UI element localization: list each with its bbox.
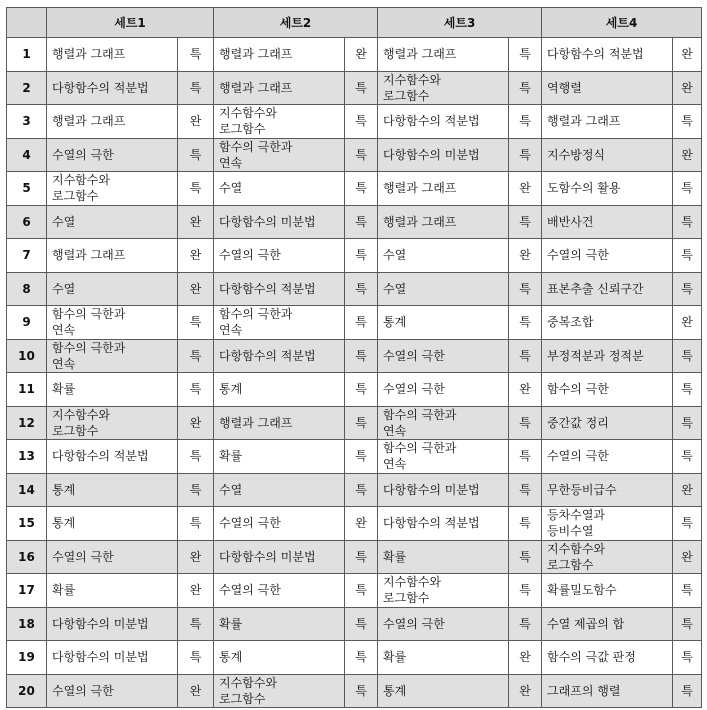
topic-cell-set1: 다항함수의 미분법	[47, 607, 178, 641]
table-row	[7, 507, 702, 541]
topic-cell-set1: 다항함수의 적분법	[47, 71, 178, 105]
mark-cell-set4: 완	[673, 473, 702, 507]
row-number: 10	[7, 339, 47, 373]
row-number: 18	[7, 607, 47, 641]
topic-cell-set3: 다항함수의 미분법	[378, 138, 509, 172]
topic-cell-set4: 중간값 정리	[542, 406, 673, 440]
mark-cell-set1: 특	[178, 373, 214, 407]
mark-cell-set1: 완	[178, 574, 214, 608]
mark-cell-set1: 특	[178, 172, 214, 206]
topic-cell-set4: 등차수열과 등비수열	[542, 507, 673, 541]
mark-cell-set2: 특	[345, 473, 378, 507]
table-row	[7, 38, 702, 72]
topic-cell-set2: 다항함수의 적분법	[214, 339, 345, 373]
row-number: 1	[7, 38, 47, 72]
topic-cell-set1: 확률	[47, 373, 178, 407]
topic-cell-set4: 수열 제곱의 합	[542, 607, 673, 641]
topic-cell-set4: 역행렬	[542, 71, 673, 105]
mark-cell-set3: 특	[509, 440, 542, 474]
mark-cell-set3: 특	[509, 507, 542, 541]
mark-cell-set1: 특	[178, 607, 214, 641]
row-number: 11	[7, 373, 47, 407]
mark-cell-set1: 완	[178, 105, 214, 139]
mark-cell-set3: 완	[509, 674, 542, 708]
topic-cell-set1: 확률	[47, 574, 178, 608]
topic-cell-set3: 확률	[378, 540, 509, 574]
topic-cell-set3: 함수의 극한과 연속	[378, 406, 509, 440]
table-row	[7, 373, 702, 407]
header-set3: 세트3	[378, 8, 542, 38]
mark-cell-set1: 특	[178, 339, 214, 373]
mark-cell-set2: 특	[345, 540, 378, 574]
sets-table	[6, 7, 702, 708]
table-row	[7, 540, 702, 574]
row-number: 20	[7, 674, 47, 708]
mark-cell-set2: 특	[345, 138, 378, 172]
topic-cell-set3: 수열의 극한	[378, 607, 509, 641]
table-row	[7, 473, 702, 507]
table-row	[7, 306, 702, 340]
topic-cell-set1: 수열의 극한	[47, 138, 178, 172]
mark-cell-set2: 특	[345, 205, 378, 239]
mark-cell-set2: 특	[345, 272, 378, 306]
mark-cell-set3: 특	[509, 339, 542, 373]
topic-cell-set2: 행렬과 그래프	[214, 71, 345, 105]
topic-cell-set3: 수열	[378, 239, 509, 273]
mark-cell-set4: 특	[673, 406, 702, 440]
mark-cell-set3: 특	[509, 205, 542, 239]
topic-cell-set3: 지수함수와 로그함수	[378, 71, 509, 105]
mark-cell-set4: 특	[673, 507, 702, 541]
mark-cell-set3: 특	[509, 540, 542, 574]
table-row	[7, 440, 702, 474]
mark-cell-set1: 특	[178, 440, 214, 474]
topic-cell-set1: 수열의 극한	[47, 540, 178, 574]
topic-cell-set4: 도함수의 활용	[542, 172, 673, 206]
row-number: 6	[7, 205, 47, 239]
mark-cell-set2: 특	[345, 105, 378, 139]
topic-cell-set2: 수열의 극한	[214, 574, 345, 608]
mark-cell-set2: 특	[345, 607, 378, 641]
topic-cell-set4: 지수함수와 로그함수	[542, 540, 673, 574]
topic-cell-set2: 확률	[214, 607, 345, 641]
mark-cell-set2: 특	[345, 172, 378, 206]
topic-cell-set2: 행렬과 그래프	[214, 38, 345, 72]
table-body	[7, 38, 702, 708]
table-row	[7, 138, 702, 172]
row-number: 14	[7, 473, 47, 507]
table-row	[7, 339, 702, 373]
mark-cell-set4: 특	[673, 574, 702, 608]
table-row	[7, 272, 702, 306]
topic-cell-set2: 통계	[214, 641, 345, 675]
topic-cell-set4: 무한등비급수	[542, 473, 673, 507]
topic-cell-set1: 함수의 극한과 연속	[47, 306, 178, 340]
mark-cell-set4: 완	[673, 540, 702, 574]
mark-cell-set2: 특	[345, 339, 378, 373]
mark-cell-set1: 완	[178, 239, 214, 273]
mark-cell-set4: 완	[673, 306, 702, 340]
table-row	[7, 172, 702, 206]
mark-cell-set3: 특	[509, 306, 542, 340]
mark-cell-set4: 특	[673, 272, 702, 306]
topic-cell-set3: 다항함수의 적분법	[378, 105, 509, 139]
row-number: 2	[7, 71, 47, 105]
mark-cell-set3: 특	[509, 38, 542, 72]
mark-cell-set3: 특	[509, 406, 542, 440]
row-number: 13	[7, 440, 47, 474]
mark-cell-set2: 특	[345, 406, 378, 440]
mark-cell-set4: 완	[673, 38, 702, 72]
row-number: 15	[7, 507, 47, 541]
topic-cell-set1: 행렬과 그래프	[47, 239, 178, 273]
topic-cell-set4: 행렬과 그래프	[542, 105, 673, 139]
topic-cell-set2: 통계	[214, 373, 345, 407]
row-number: 4	[7, 138, 47, 172]
topic-cell-set3: 확률	[378, 641, 509, 675]
mark-cell-set2: 특	[345, 239, 378, 273]
topic-cell-set1: 지수함수와 로그함수	[47, 172, 178, 206]
row-number: 12	[7, 406, 47, 440]
mark-cell-set3: 특	[509, 138, 542, 172]
table-row	[7, 406, 702, 440]
table-row	[7, 674, 702, 708]
mark-cell-set1: 특	[178, 641, 214, 675]
mark-cell-set2: 특	[345, 440, 378, 474]
mark-cell-set3: 완	[509, 239, 542, 273]
topic-cell-set3: 수열의 극한	[378, 373, 509, 407]
topic-cell-set1: 수열의 극한	[47, 674, 178, 708]
mark-cell-set1: 완	[178, 272, 214, 306]
row-number: 8	[7, 272, 47, 306]
topic-cell-set3: 다항함수의 미분법	[378, 473, 509, 507]
topic-cell-set1: 함수의 극한과 연속	[47, 339, 178, 373]
mark-cell-set2: 특	[345, 674, 378, 708]
row-number: 9	[7, 306, 47, 340]
table-row	[7, 641, 702, 675]
mark-cell-set2: 특	[345, 574, 378, 608]
topic-cell-set4: 배반사건	[542, 205, 673, 239]
table-row	[7, 574, 702, 608]
topic-cell-set1: 다항함수의 미분법	[47, 641, 178, 675]
topic-cell-set4: 지수방정식	[542, 138, 673, 172]
mark-cell-set4: 특	[673, 339, 702, 373]
topic-cell-set3: 수열	[378, 272, 509, 306]
header-set2: 세트2	[214, 8, 378, 38]
mark-cell-set3: 특	[509, 105, 542, 139]
topic-cell-set1: 다항함수의 적분법	[47, 440, 178, 474]
topic-cell-set1: 수열	[47, 272, 178, 306]
mark-cell-set1: 특	[178, 138, 214, 172]
row-number: 3	[7, 105, 47, 139]
mark-cell-set4: 특	[673, 674, 702, 708]
topic-cell-set1: 행렬과 그래프	[47, 38, 178, 72]
topic-cell-set4: 그래프의 행렬	[542, 674, 673, 708]
table-row	[7, 205, 702, 239]
topic-cell-set4: 표본추출 신뢰구간	[542, 272, 673, 306]
mark-cell-set4: 특	[673, 373, 702, 407]
row-number: 16	[7, 540, 47, 574]
row-number: 17	[7, 574, 47, 608]
mark-cell-set4: 특	[673, 607, 702, 641]
topic-cell-set2: 다항함수의 미분법	[214, 205, 345, 239]
mark-cell-set3: 특	[509, 607, 542, 641]
mark-cell-set4: 특	[673, 105, 702, 139]
mark-cell-set1: 특	[178, 473, 214, 507]
mark-cell-set2: 특	[345, 641, 378, 675]
topic-cell-set3: 지수함수와 로그함수	[378, 574, 509, 608]
topic-cell-set2: 수열의 극한	[214, 239, 345, 273]
mark-cell-set4: 특	[673, 172, 702, 206]
mark-cell-set3: 완	[509, 172, 542, 206]
mark-cell-set3: 완	[509, 641, 542, 675]
topic-cell-set3: 통계	[378, 674, 509, 708]
topic-cell-set3: 함수의 극한과 연속	[378, 440, 509, 474]
table-row	[7, 105, 702, 139]
topic-cell-set1: 행렬과 그래프	[47, 105, 178, 139]
mark-cell-set3: 완	[509, 373, 542, 407]
mark-cell-set4: 특	[673, 641, 702, 675]
mark-cell-set1: 완	[178, 540, 214, 574]
topic-cell-set4: 다항함수의 적분법	[542, 38, 673, 72]
header-set1: 세트1	[47, 8, 214, 38]
topic-cell-set2: 확률	[214, 440, 345, 474]
topic-cell-set4: 수열의 극한	[542, 239, 673, 273]
topic-cell-set2: 다항함수의 미분법	[214, 540, 345, 574]
mark-cell-set1: 특	[178, 507, 214, 541]
topic-cell-set2: 수열의 극한	[214, 507, 345, 541]
topic-cell-set3: 통계	[378, 306, 509, 340]
mark-cell-set1: 완	[178, 205, 214, 239]
mark-cell-set2: 특	[345, 306, 378, 340]
topic-cell-set2: 지수함수와 로그함수	[214, 105, 345, 139]
topic-cell-set3: 다항함수의 적분법	[378, 507, 509, 541]
header-set4: 세트4	[542, 8, 702, 38]
mark-cell-set2: 완	[345, 38, 378, 72]
mark-cell-set1: 특	[178, 306, 214, 340]
row-number: 19	[7, 641, 47, 675]
mark-cell-set4: 완	[673, 71, 702, 105]
topic-cell-set2: 다항함수의 적분법	[214, 272, 345, 306]
topic-cell-set4: 부정적분과 정적분	[542, 339, 673, 373]
topic-cell-set4: 중복조합	[542, 306, 673, 340]
mark-cell-set1: 특	[178, 71, 214, 105]
topic-cell-set1: 통계	[47, 507, 178, 541]
topic-cell-set2: 수열	[214, 172, 345, 206]
topic-cell-set1: 수열	[47, 205, 178, 239]
header-row	[7, 8, 702, 38]
mark-cell-set1: 특	[178, 38, 214, 72]
topic-cell-set4: 함수의 극값 판정	[542, 641, 673, 675]
topic-cell-set2: 수열	[214, 473, 345, 507]
topic-cell-set3: 행렬과 그래프	[378, 205, 509, 239]
mark-cell-set3: 특	[509, 574, 542, 608]
topic-cell-set2: 함수의 극한과 연속	[214, 138, 345, 172]
row-number: 7	[7, 239, 47, 273]
mark-cell-set2: 특	[345, 71, 378, 105]
mark-cell-set4: 완	[673, 138, 702, 172]
topic-cell-set3: 행렬과 그래프	[378, 38, 509, 72]
mark-cell-set4: 특	[673, 239, 702, 273]
topic-cell-set4: 함수의 극한	[542, 373, 673, 407]
mark-cell-set1: 완	[178, 406, 214, 440]
mark-cell-set3: 특	[509, 71, 542, 105]
table-row	[7, 71, 702, 105]
table-row	[7, 239, 702, 273]
table-row	[7, 607, 702, 641]
topic-cell-set3: 행렬과 그래프	[378, 172, 509, 206]
mark-cell-set4: 특	[673, 440, 702, 474]
topic-cell-set1: 지수함수와 로그함수	[47, 406, 178, 440]
topic-cell-set4: 수열의 극한	[542, 440, 673, 474]
mark-cell-set4: 특	[673, 205, 702, 239]
row-number: 5	[7, 172, 47, 206]
topic-cell-set1: 통계	[47, 473, 178, 507]
mark-cell-set2: 완	[345, 507, 378, 541]
mark-cell-set3: 특	[509, 272, 542, 306]
mark-cell-set2: 특	[345, 373, 378, 407]
topic-cell-set3: 수열의 극한	[378, 339, 509, 373]
header-corner	[7, 8, 47, 38]
topic-cell-set2: 행렬과 그래프	[214, 406, 345, 440]
topic-cell-set2: 함수의 극한과 연속	[214, 306, 345, 340]
topic-cell-set2: 지수함수와 로그함수	[214, 674, 345, 708]
mark-cell-set1: 완	[178, 674, 214, 708]
mark-cell-set3: 특	[509, 473, 542, 507]
topic-cell-set4: 확률밀도함수	[542, 574, 673, 608]
